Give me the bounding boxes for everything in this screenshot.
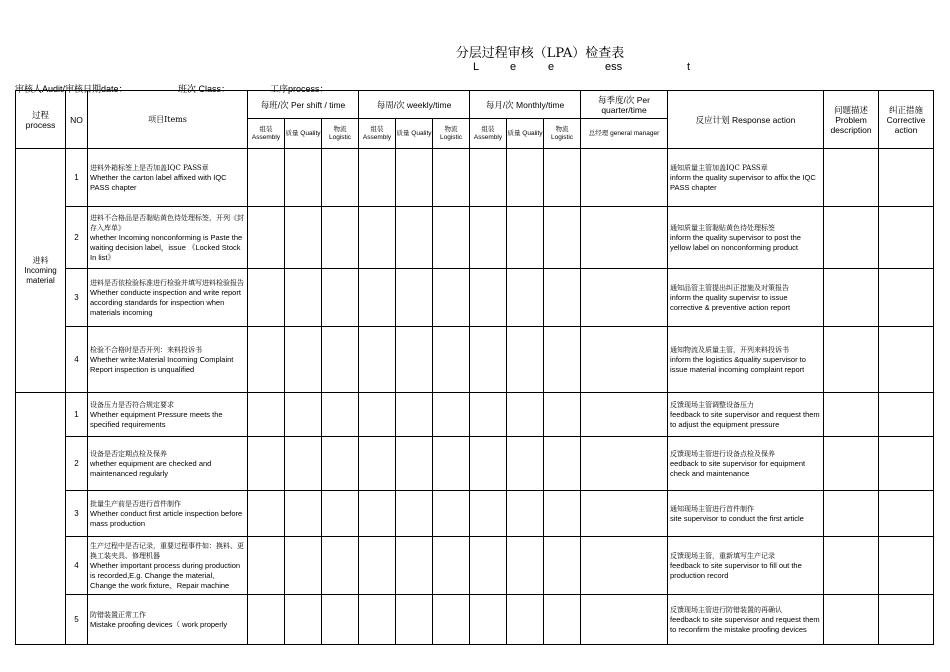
check-cell[interactable] <box>248 327 285 393</box>
subheader-logistic: 物流 Logistic <box>433 119 470 149</box>
check-cell[interactable] <box>359 269 396 327</box>
response-text-en: inform the quality supervisor to affix the IQC PASS chapter <box>670 172 816 192</box>
check-cell[interactable] <box>359 437 396 491</box>
check-cell[interactable] <box>470 393 507 437</box>
check-cell[interactable] <box>470 269 507 327</box>
check-cell[interactable] <box>285 327 322 393</box>
response-text-zh: 反馈现场主管调整设备压力 <box>670 400 755 409</box>
response-text-en: feedback to site supervisor and request them to reconfirm the mistake proofing devices <box>670 614 820 634</box>
check-cell[interactable] <box>507 327 544 393</box>
check-cell[interactable] <box>248 595 285 645</box>
check-cell[interactable] <box>396 491 433 537</box>
response-text-zh: 通知质量主管加盖IQC PASS章 <box>670 163 768 172</box>
item-text-zh: 进料不合格品是否黏贴黄色待处理标签，开列《封存入库单》 <box>90 213 244 232</box>
subheader-gm: 总经理 general manager <box>581 119 668 149</box>
check-cell[interactable] <box>581 393 668 437</box>
check-cell[interactable] <box>544 393 581 437</box>
problem-description-cell[interactable] <box>824 327 879 393</box>
table-row <box>16 491 934 537</box>
corrective-action-cell[interactable] <box>879 269 934 327</box>
check-cell[interactable] <box>470 327 507 393</box>
check-cell[interactable] <box>359 491 396 537</box>
check-cell[interactable] <box>433 437 470 491</box>
row-number: 2 <box>66 437 88 491</box>
check-cell[interactable] <box>470 595 507 645</box>
table-row <box>16 393 934 437</box>
item-cell <box>88 537 248 595</box>
response-cell <box>668 393 824 437</box>
check-cell[interactable] <box>470 149 507 207</box>
header-monthly: 每月/次 Monthly/time <box>470 91 581 119</box>
response-cell <box>668 207 824 269</box>
item-text-zh: 生产过程中是否记录，重要过程事件如：换料、更换工装夹具、修理机器 <box>90 541 244 560</box>
response-cell <box>668 437 824 491</box>
item-cell <box>88 207 248 269</box>
check-cell[interactable] <box>433 393 470 437</box>
response-text-zh: 通知物流及质量主管，开列来料投诉书 <box>670 345 790 354</box>
corrective-action-cell[interactable] <box>879 393 934 437</box>
subheader-quality: 质量 Quality <box>396 119 433 149</box>
check-cell[interactable] <box>433 537 470 595</box>
check-cell[interactable] <box>285 149 322 207</box>
problem-description-cell[interactable] <box>824 269 879 327</box>
problem-description-cell[interactable] <box>824 149 879 207</box>
check-cell[interactable] <box>470 491 507 537</box>
subheader-quality: 质量 Quality <box>507 119 544 149</box>
check-cell[interactable] <box>359 537 396 595</box>
table-row <box>16 537 934 595</box>
corrective-action-cell[interactable] <box>879 537 934 595</box>
response-text-en: inform the quality supervisr to issue corrective & preventive action report <box>670 292 791 312</box>
response-text-en: feedback to site supervisor and request them to adjust the equipment pressure <box>670 409 820 429</box>
response-cell <box>668 595 824 645</box>
response-text-en: feedback to site supervisor to fill out the production record <box>670 560 802 580</box>
response-text-en: site supervisor to conduct the first article <box>670 513 804 523</box>
check-cell[interactable] <box>322 207 359 269</box>
check-cell[interactable] <box>322 437 359 491</box>
check-cell[interactable] <box>544 537 581 595</box>
check-cell[interactable] <box>248 437 285 491</box>
problem-description-cell[interactable] <box>824 537 879 595</box>
check-cell[interactable] <box>248 269 285 327</box>
item-text-zh: 进料是否依检验标准进行检验并填写进料检验报告 <box>90 278 244 287</box>
check-cell[interactable] <box>507 207 544 269</box>
check-cell[interactable] <box>359 595 396 645</box>
check-cell[interactable] <box>359 393 396 437</box>
subheader-quality: 质量 Quality <box>285 119 322 149</box>
response-text-zh: 通知质量主管黏贴黄色待处理标签 <box>670 223 776 232</box>
item-text-en: Whether conducte inspection and write report according standards for inspection when materials incoming <box>90 287 241 317</box>
lpa-checklist-table <box>15 90 934 645</box>
check-cell[interactable] <box>396 149 433 207</box>
corrective-action-cell[interactable] <box>879 207 934 269</box>
table-row <box>16 327 934 393</box>
auditor-label: 审核人Audit/审核日期date： <box>15 84 128 94</box>
item-text-en: Whether important process during production is recorded,E.g. Change the material、Change the work fixture、Repair machine <box>90 560 241 590</box>
row-number: 4 <box>66 537 88 595</box>
check-cell[interactable] <box>396 327 433 393</box>
item-cell <box>88 595 248 645</box>
check-cell[interactable] <box>285 537 322 595</box>
check-cell[interactable] <box>507 537 544 595</box>
response-text-en: eedback to site supervisor for equipment check and maintenance <box>670 458 806 478</box>
corrective-action-cell[interactable] <box>879 491 934 537</box>
row-number: 2 <box>66 207 88 269</box>
check-cell[interactable] <box>285 393 322 437</box>
check-cell[interactable] <box>581 437 668 491</box>
check-cell[interactable] <box>470 437 507 491</box>
check-cell[interactable] <box>396 437 433 491</box>
row-number: 1 <box>66 393 88 437</box>
item-text-en: whether equipment are checked and maintenanced regularly <box>90 458 212 478</box>
check-cell[interactable] <box>322 491 359 537</box>
check-cell[interactable] <box>322 393 359 437</box>
check-cell[interactable] <box>581 269 668 327</box>
subtitle-letter: e <box>510 61 517 73</box>
problem-description-cell[interactable] <box>824 437 879 491</box>
response-text-zh: 通知现场主管进行首件制作 <box>670 504 755 513</box>
subheader-assembly: 组装 Assembly <box>359 119 396 149</box>
item-text-en: Whether conduct first article inspection before mass production <box>90 508 243 528</box>
check-cell[interactable] <box>581 595 668 645</box>
check-cell[interactable] <box>544 491 581 537</box>
row-number: 1 <box>66 149 88 207</box>
item-text-en: Whether equipment Pressure meets the specified requirements <box>90 409 223 429</box>
corrective-action-cell[interactable] <box>879 149 934 207</box>
row-number: 3 <box>66 491 88 537</box>
check-cell[interactable] <box>396 537 433 595</box>
item-cell <box>88 437 248 491</box>
check-cell[interactable] <box>433 207 470 269</box>
response-cell <box>668 537 824 595</box>
check-cell[interactable] <box>433 149 470 207</box>
check-cell[interactable] <box>507 269 544 327</box>
row-number: 5 <box>66 595 88 645</box>
subheader-logistic: 物流 Logistic <box>322 119 359 149</box>
check-cell[interactable] <box>581 537 668 595</box>
check-cell[interactable] <box>507 595 544 645</box>
check-cell[interactable] <box>581 491 668 537</box>
check-cell[interactable] <box>322 537 359 595</box>
check-cell[interactable] <box>544 149 581 207</box>
response-text-en: inform the quality supervisor to post the yellow label on nonconforming product <box>670 232 801 252</box>
check-cell[interactable] <box>544 269 581 327</box>
check-cell[interactable] <box>507 437 544 491</box>
check-cell[interactable] <box>544 327 581 393</box>
response-text-zh: 通知品管主管提出纠正措施及对策报告 <box>670 283 790 292</box>
item-cell <box>88 269 248 327</box>
check-cell[interactable] <box>581 149 668 207</box>
item-text-en: Whether write:Material Incoming Complaint Report inspection is unqualified <box>90 354 234 374</box>
subtitle-letter: e <box>548 61 555 73</box>
check-cell[interactable] <box>544 207 581 269</box>
check-cell[interactable] <box>285 437 322 491</box>
response-text-zh: 反馈现场主管，重新填写生产记录 <box>670 551 776 560</box>
table-row <box>16 149 934 207</box>
check-cell[interactable] <box>322 269 359 327</box>
row-number: 4 <box>66 327 88 393</box>
item-text-en: whether Incoming nonconforming is Paste the waiting decision label，issue 《Locked Stock In list》 <box>90 232 243 262</box>
check-cell[interactable] <box>470 207 507 269</box>
check-cell[interactable] <box>248 491 285 537</box>
corrective-action-cell[interactable] <box>879 327 934 393</box>
check-cell[interactable] <box>285 269 322 327</box>
check-cell[interactable] <box>322 595 359 645</box>
check-cell[interactable] <box>396 207 433 269</box>
check-cell[interactable] <box>470 537 507 595</box>
problem-description-cell[interactable] <box>824 207 879 269</box>
page-title: 分层过程审核（LPA）检查表 <box>455 46 625 61</box>
response-cell <box>668 491 824 537</box>
check-cell[interactable] <box>544 437 581 491</box>
item-text-zh: 进料外箱标签上是否加盖IQC PASS章 <box>90 163 209 172</box>
corrective-action-cell[interactable] <box>879 437 934 491</box>
header-response: 反应计划 Response action <box>668 91 824 149</box>
check-cell[interactable] <box>285 491 322 537</box>
corrective-action-cell[interactable] <box>879 595 934 645</box>
subtitle-letter: L <box>473 61 480 73</box>
header-per-shift: 每班/次 Per shift / time <box>248 91 359 119</box>
shift-label: 班次 Class： <box>178 84 231 94</box>
item-text-zh: 设备压力是否符合规定要求 <box>90 400 174 409</box>
header-weekly: 每周/次 weekly/time <box>359 91 470 119</box>
table-row <box>16 269 934 327</box>
response-cell <box>668 149 824 207</box>
item-cell <box>88 327 248 393</box>
check-cell[interactable] <box>322 149 359 207</box>
check-cell[interactable] <box>433 595 470 645</box>
item-text-zh: 设备是否定期点检及保养 <box>90 449 167 458</box>
response-text-zh: 反馈现场主管进行防错装置的再确认 <box>670 605 783 614</box>
check-cell[interactable] <box>433 491 470 537</box>
process-label: 工序process： <box>270 84 329 94</box>
header-process: 过程 process <box>16 91 66 149</box>
table-row <box>16 437 934 491</box>
check-cell[interactable] <box>396 595 433 645</box>
check-cell[interactable] <box>507 491 544 537</box>
check-cell[interactable] <box>248 537 285 595</box>
item-text-zh: 防错装置正常工作 <box>90 610 146 619</box>
check-cell[interactable] <box>581 207 668 269</box>
check-cell[interactable] <box>433 269 470 327</box>
check-cell[interactable] <box>248 207 285 269</box>
process-cell <box>16 393 66 645</box>
check-cell[interactable] <box>396 393 433 437</box>
subheader-assembly: 组装 Assembly <box>470 119 507 149</box>
table-row <box>16 595 934 645</box>
process-cell: 进料 Incoming material <box>16 149 66 393</box>
check-cell[interactable] <box>433 327 470 393</box>
response-cell <box>668 327 824 393</box>
subheader-logistic: 物流 Logistic <box>544 119 581 149</box>
response-text-en: inform the logistics &quality supervisor to issue material incoming complaint report <box>670 354 806 374</box>
response-cell <box>668 269 824 327</box>
subtitle-letter: t <box>687 61 691 73</box>
subtitle-letter: ess <box>605 61 623 73</box>
subheader-assembly: 组装 Assembly <box>248 119 285 149</box>
check-cell[interactable] <box>322 327 359 393</box>
problem-description-cell[interactable] <box>824 491 879 537</box>
header-quarterly: 每季度/次 Per quarter/time <box>581 91 668 119</box>
row-number: 3 <box>66 269 88 327</box>
check-cell[interactable] <box>248 149 285 207</box>
item-cell <box>88 149 248 207</box>
check-cell[interactable] <box>396 269 433 327</box>
response-text-zh: 反馈现场主管进行设备点检及保养 <box>670 449 776 458</box>
item-text-en: Whether the carton label affixed with IQC PASS chapter <box>90 172 227 192</box>
check-cell[interactable] <box>248 393 285 437</box>
header-items: 项目Items <box>88 91 248 149</box>
check-cell[interactable] <box>359 149 396 207</box>
header-no: NO <box>66 91 88 149</box>
check-cell[interactable] <box>285 595 322 645</box>
check-cell[interactable] <box>359 327 396 393</box>
item-text-zh: 批量生产前是否进行首件制作 <box>90 499 181 508</box>
check-cell[interactable] <box>359 207 396 269</box>
table-row <box>16 207 934 269</box>
check-cell[interactable] <box>507 149 544 207</box>
item-text-en: Mistake proofing devices（ work properly <box>90 619 228 629</box>
problem-description-cell[interactable] <box>824 595 879 645</box>
item-cell <box>88 491 248 537</box>
check-cell[interactable] <box>285 207 322 269</box>
check-cell[interactable] <box>544 595 581 645</box>
item-cell <box>88 393 248 437</box>
header-corrective: 纠正措施 Corrective action <box>879 91 934 149</box>
check-cell[interactable] <box>581 327 668 393</box>
item-text-zh: 检验不合格时是否开列：来料投诉书 <box>90 345 202 354</box>
header-problem: 问题描述 Problem description <box>824 91 879 149</box>
problem-description-cell[interactable] <box>824 393 879 437</box>
check-cell[interactable] <box>507 393 544 437</box>
